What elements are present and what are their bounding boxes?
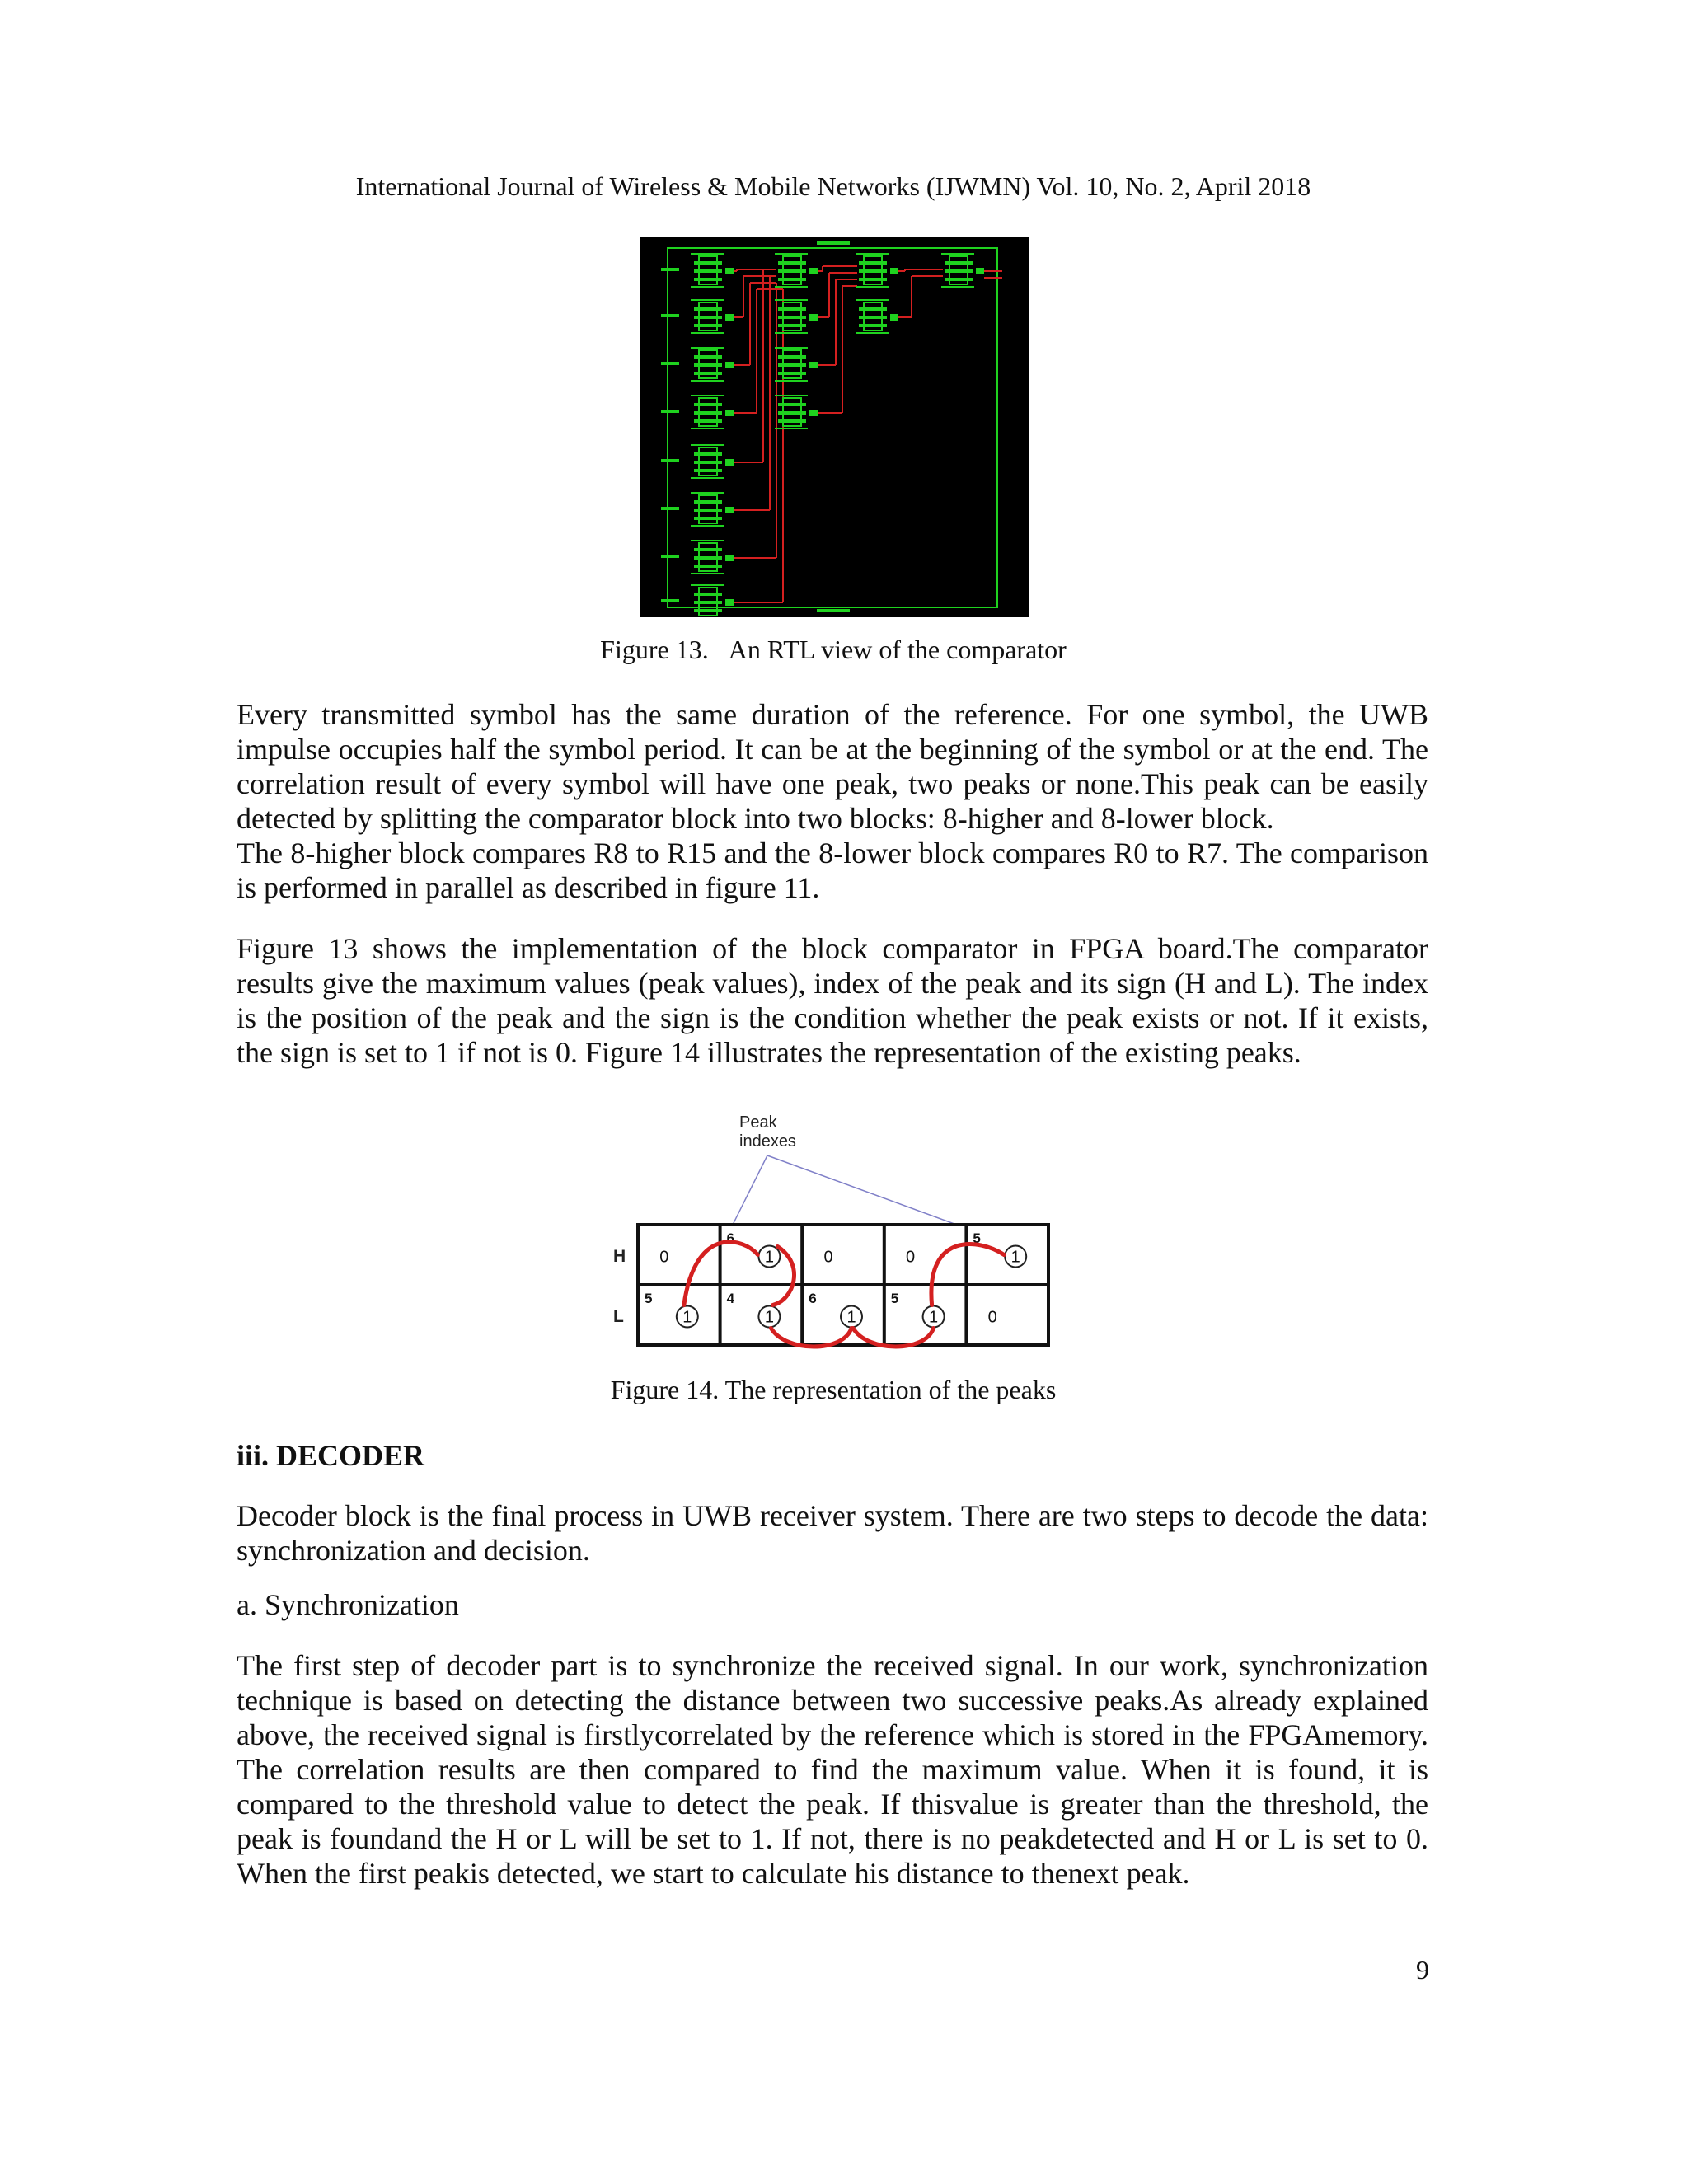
paragraph-3: [237, 1498, 1428, 1568]
peak-index-label: 5: [645, 1291, 653, 1306]
figure13-caption: Figure 13. An RTL view of the comparator: [600, 635, 1067, 664]
cell-value: 1: [682, 1308, 692, 1327]
annotation-line1: Peak: [739, 1113, 777, 1132]
peaks-figure: [597, 1103, 1062, 1358]
peak-index-label: 6: [726, 1230, 735, 1246]
paragraph-2: [237, 931, 1428, 1070]
running-header: International Journal of Wireless & Mobile Networks (IJWMN) Vol. 10, No. 2, April 2018: [355, 171, 1311, 201]
h-cell: [659, 1249, 668, 1267]
paragraph-1: [237, 697, 1428, 905]
peak-index-label: 4: [726, 1291, 735, 1306]
rtl-comparator-figure: [640, 237, 1029, 617]
paragraph-1-part-2: The 8-higher block compares R8 to R15 and the 8-lower block compares R0 to R7. The comparison is performed in parallel as described in figure 11.: [237, 837, 1428, 904]
annotation-pointer-2: [767, 1155, 961, 1226]
annotation-line2: indexes: [739, 1132, 796, 1151]
peak-index-label: 5: [890, 1291, 899, 1306]
cell-value: 1: [846, 1308, 856, 1327]
page-number: 9: [1416, 1955, 1429, 1985]
annotation-pointer-1: [732, 1155, 767, 1226]
peak-index-label: 6: [809, 1291, 817, 1306]
paragraph-2-text: Figure 13 shows the implementation of the block comparator in FPGA board.The comparator results give the maximum values (peak values), index of the peak and its sign (H and L). The index is the position of the peak and the sign is the condition whether the peak exists or not. If it exists, the sign is set to 1 if not is 0. Figure 14 illustrates the representation of the existing peaks.: [237, 932, 1428, 1069]
row-label-l: L: [613, 1307, 624, 1326]
h-cell: [823, 1249, 832, 1267]
cell-value: 0: [823, 1248, 833, 1267]
paragraph-1-part-1: Every transmitted symbol has the same duration of the reference. For one symbol, the UWB impulse occupies half the symbol period. It can be at the beginning of the symbol or at the end. The correlation result of every symbol will have one peak, two peaks or none.This peak can be easily detected by splitting the comparator block into two blocks: 8-higher and 8-lower block.: [237, 698, 1428, 835]
cell-value: 1: [764, 1248, 774, 1267]
cell-value: 0: [659, 1248, 669, 1267]
subsection-heading: a. Synchronization: [237, 1588, 459, 1621]
peaks-diagram: [597, 1103, 1062, 1358]
l-cell: [988, 1309, 997, 1327]
figure14-caption: Figure 14. The representation of the peaks: [610, 1375, 1057, 1404]
cell-value: 0: [906, 1248, 916, 1267]
row-label-h: H: [613, 1247, 626, 1266]
cell-value: 1: [764, 1308, 774, 1327]
section-heading: iii. DECODER: [237, 1439, 425, 1472]
cell-value: 0: [987, 1308, 997, 1327]
h-cell: [906, 1249, 915, 1267]
paragraph-3-text: Decoder block is the final process in UWB receiver system. There are two steps to decode the data: synchronization and decision.: [237, 1499, 1428, 1567]
cell-value: 1: [929, 1308, 939, 1327]
cell-value: 1: [1010, 1248, 1020, 1267]
rtl-schematic: [640, 237, 1029, 617]
peak-index-label: 5: [973, 1230, 981, 1246]
paragraph-4-text: The first step of decoder part is to synchronize the received signal. In our work, synchronization technique is based on detecting the distance between two successive peaks.As already explained above, the received signal is firstlycorrelated by the reference which is stored in the FPGAmemory. The correlation results are then compared to find the maximum value. When it is found, it is compared to the threshold value to detect the peak. If thisvalue is greater than the threshold, the peak is foundand the H or L will be set to 1. If not, there is no peakdetected and H or L is set to 0. When the first peakis detected, we start to calculate his distance to thenext peak.: [237, 1649, 1428, 1890]
paragraph-4: [237, 1648, 1428, 1891]
